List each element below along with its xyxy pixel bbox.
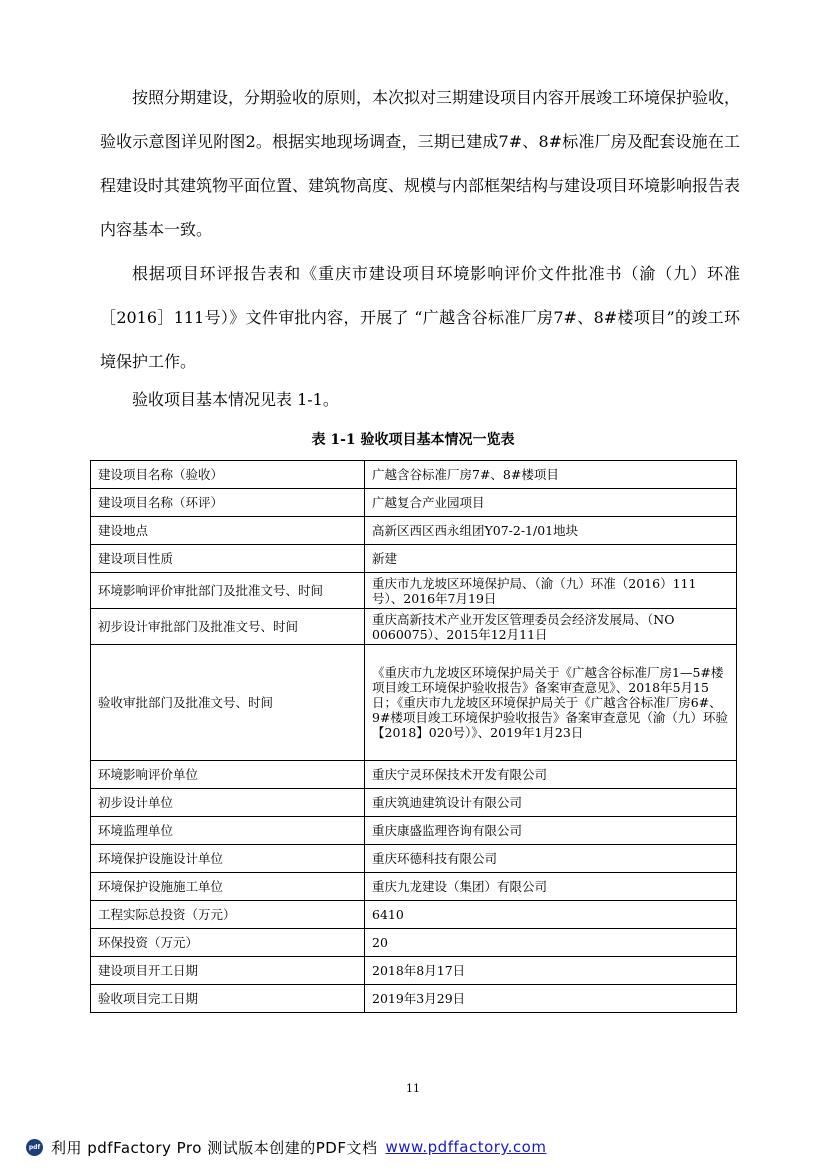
- row-label: 验收项目完工日期: [91, 985, 365, 1013]
- footer-text: 利用 pdfFactory Pro 测试版本创建的PDF文档: [51, 1138, 378, 1157]
- row-label: 初步设计审批部门及批准文号、时间: [91, 609, 365, 645]
- table-row: [91, 817, 737, 845]
- pdf-footer: [26, 1134, 546, 1160]
- row-label: 环境影响评价审批部门及批准文号、时间: [91, 573, 365, 609]
- page-number: 11: [406, 1082, 420, 1095]
- row-label: 环境影响评价单位: [91, 761, 365, 789]
- row-value: 重庆筑迪建筑设计有限公司: [365, 789, 737, 817]
- table-row: [91, 761, 737, 789]
- table-row: [91, 957, 737, 985]
- row-label: 工程实际总投资（万元）: [91, 901, 365, 929]
- row-value: 重庆九龙建设（集团）有限公司: [365, 873, 737, 901]
- row-value: 6410: [365, 901, 737, 929]
- row-value: 重庆环德科技有限公司: [365, 845, 737, 873]
- table-row: [91, 489, 737, 517]
- table-row: [91, 545, 737, 573]
- table-row: [91, 517, 737, 545]
- row-label: 初步设计单位: [91, 789, 365, 817]
- table-row: [91, 845, 737, 873]
- table-row: [91, 929, 737, 957]
- row-label: 环保投资（万元）: [91, 929, 365, 957]
- pdffactory-logo-icon: pdf: [26, 1139, 43, 1156]
- row-label: 建设项目名称（环评）: [91, 489, 365, 517]
- paragraph-phased-acceptance: 按照分期建设，分期验收的原则，本次拟对三期建设项目内容开展竣工环境保护验收，验收示意图详见附图2。根据实地现场调查，三期已建成7#、8#标准厂房及配套设施在工程建设时其建筑物平面位置、建筑物高度、规模与内部框架结构与建设项目环境影响报告表内容基本一致。: [100, 88, 741, 239]
- table-row: [91, 789, 737, 817]
- row-value: 2018年8月17日: [365, 957, 737, 985]
- table-row: [91, 901, 737, 929]
- row-value: 重庆高新技术产业开发区管理委员会经济发展局、（NO 0060075）、2015年12月11日: [365, 609, 737, 645]
- table-row: [91, 573, 737, 609]
- row-value: 新建: [365, 545, 737, 573]
- row-value: 《重庆市九龙坡区环境保护局关于《广越含谷标准厂房1—5#楼项目竣工环境保护验收报告》备案审查意见》、2018年5月15日；《重庆市九龙坡区环境保护局关于《广越含谷标准厂房6#、9#楼项目竣工环境保护验收报告》备案审查意见（渝（九）环验【2018】020号）》、2019年1月23日: [365, 645, 737, 761]
- table-row: [91, 645, 737, 761]
- row-value: 20: [365, 929, 737, 957]
- row-value: 广越含谷标准厂房7#、8#楼项目: [365, 461, 737, 489]
- table-row: [91, 985, 737, 1013]
- row-label: 环境监理单位: [91, 817, 365, 845]
- project-info-table: [90, 460, 737, 1013]
- row-value: 重庆宁灵环保技术开发有限公司: [365, 761, 737, 789]
- row-label: 建设项目开工日期: [91, 957, 365, 985]
- row-value: 2019年3月29日: [365, 985, 737, 1013]
- table-row: [91, 873, 737, 901]
- paragraph-table-reference: 验收项目基本情况见表 1-1。: [132, 390, 339, 409]
- table-caption: 表 1-1 验收项目基本情况一览表: [311, 432, 515, 448]
- row-label: 建设项目名称（验收）: [91, 461, 365, 489]
- table-row: [91, 609, 737, 645]
- footer-link[interactable]: www.pdffactory.com: [385, 1138, 547, 1156]
- row-value: 重庆康盛监理咨询有限公司: [365, 817, 737, 845]
- row-label: 验收审批部门及批准文号、时间: [91, 645, 365, 761]
- paragraph-approval-basis: 根据项目环评报告表和《重庆市建设项目环境影响评价文件批准书（渝（九）环准［2016］111号）》文件审批内容，开展了 “广越含谷标准厂房7#、8#楼项目”的竣工环境保护工作。: [100, 264, 740, 371]
- table-row: [91, 461, 737, 489]
- row-value: 高新区西区西永组团Y07-2-1/01地块: [365, 517, 737, 545]
- row-label: 环境保护设施设计单位: [91, 845, 365, 873]
- row-label: 建设项目性质: [91, 545, 365, 573]
- row-value: 重庆市九龙坡区环境保护局、（渝（九）环准（2016）111 号）、2016年7月19日: [365, 573, 737, 609]
- row-label: 建设地点: [91, 517, 365, 545]
- row-value: 广越复合产业园项目: [365, 489, 737, 517]
- row-label: 环境保护设施施工单位: [91, 873, 365, 901]
